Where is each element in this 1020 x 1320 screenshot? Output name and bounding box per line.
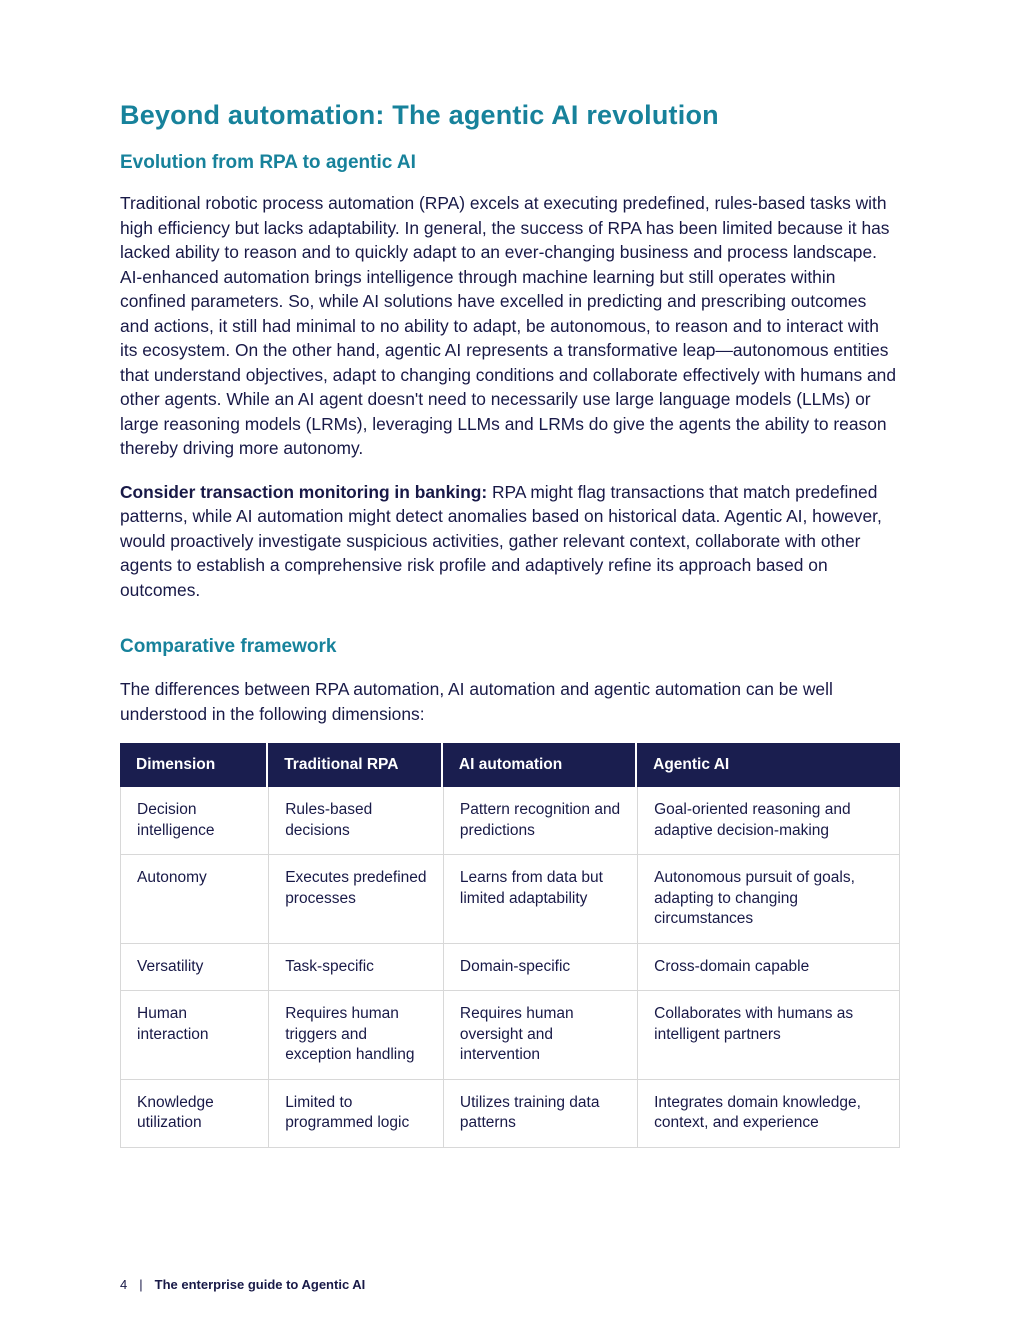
cell-traditional-rpa: Requires human triggers and exception handling [268,991,443,1080]
page-footer [120,1277,365,1292]
cell-dimension: Knowledge utilization [120,1080,268,1148]
table-row [120,991,900,1080]
cell-traditional-rpa: Executes predefined processes [268,855,443,944]
heading-comparative-framework: Comparative framework [120,636,337,657]
paragraph-table-intro: The differences between RPA automation, AI automation and agentic automation can be well understood in the following dimensions: [120,679,833,724]
column-header-ai-automation: AI automation [443,743,637,787]
table-row [120,855,900,944]
table-row [120,1080,900,1148]
paragraph-banking-lead: Consider transaction monitoring in banking: [120,481,488,502]
paragraph-banking-example [120,480,900,603]
cell-ai-automation: Learns from data but limited adaptability [443,855,637,944]
cell-traditional-rpa: Rules-based decisions [268,787,443,855]
comparative-framework-table [120,743,900,1148]
heading-evolution: Evolution from RPA to agentic AI [120,152,416,173]
footer-document-title: The enterprise guide to Agentic AI [154,1277,366,1292]
page-content [120,0,900,1148]
cell-agentic-ai: Collaborates with humans as intelligent partners [637,991,900,1080]
table-row [120,787,900,855]
cell-ai-automation: Requires human oversight and intervention [443,991,637,1080]
column-header-agentic-ai: Agentic AI [637,743,900,787]
cell-agentic-ai: Integrates domain knowledge, context, and experience [637,1080,900,1148]
table-row [120,944,900,992]
cell-dimension: Decision intelligence [120,787,268,855]
cell-ai-automation: Domain-specific [443,944,637,992]
page-title: Beyond automation: The agentic AI revolution [120,100,719,130]
cell-dimension: Autonomy [120,855,268,944]
cell-dimension: Versatility [120,944,268,992]
cell-agentic-ai: Autonomous pursuit of goals, adapting to changing circumstances [637,855,900,944]
cell-ai-automation: Pattern recognition and predictions [443,787,637,855]
cell-agentic-ai: Goal-oriented reasoning and adaptive decision-making [637,787,900,855]
paragraph-banking-rest: RPA might flag transactions that match predefined patterns, while AI automation might detect anomalies based on historical data. Agentic AI, however, would proactively investigate suspicious activities, gather relevant context, collaborate with other agents to establish a comprehensive risk profile and adaptively refine its approach based on outcomes. [120,481,882,600]
cell-dimension: Human interaction [120,991,268,1080]
column-header-dimension: Dimension [120,743,268,787]
cell-traditional-rpa: Limited to programmed logic [268,1080,443,1148]
column-header-traditional-rpa: Traditional RPA [268,743,443,787]
page-number: 4 [120,1277,128,1292]
cell-ai-automation: Utilizes training data patterns [443,1080,637,1148]
cell-agentic-ai: Cross-domain capable [637,944,900,992]
footer-separator: | [139,1277,143,1292]
paragraph-evolution: Traditional robotic process automation (RPA) excels at executing predefined, rules-based tasks with high efficiency but lacks adaptability. In general, the success of RPA has been limited because it has lacked ability to reason and to quickly adapt to an ever-changing business and process landscape. AI-enhanced automation brings intelligence through machine learning but still operates within confined parameters. So, while AI solutions have excelled in predicting and prescribing outcomes and actions, it still had minimal to no ability to adapt, be autonomous, to reason and to interact with its ecosystem. On the other hand, agentic AI represents a transformative leap—autonomous entities that understand objectives, adapt to changing conditions and collaborate effectively with humans and other agents. While an AI agent doesn't need to necessarily use large language models (LLMs) or large reasoning models (LRMs), leveraging LLMs and LRMs do give the agents the ability to reason thereby driving more autonomy. [120,193,897,458]
cell-traditional-rpa: Task-specific [268,944,443,992]
table-header-row [120,743,900,787]
